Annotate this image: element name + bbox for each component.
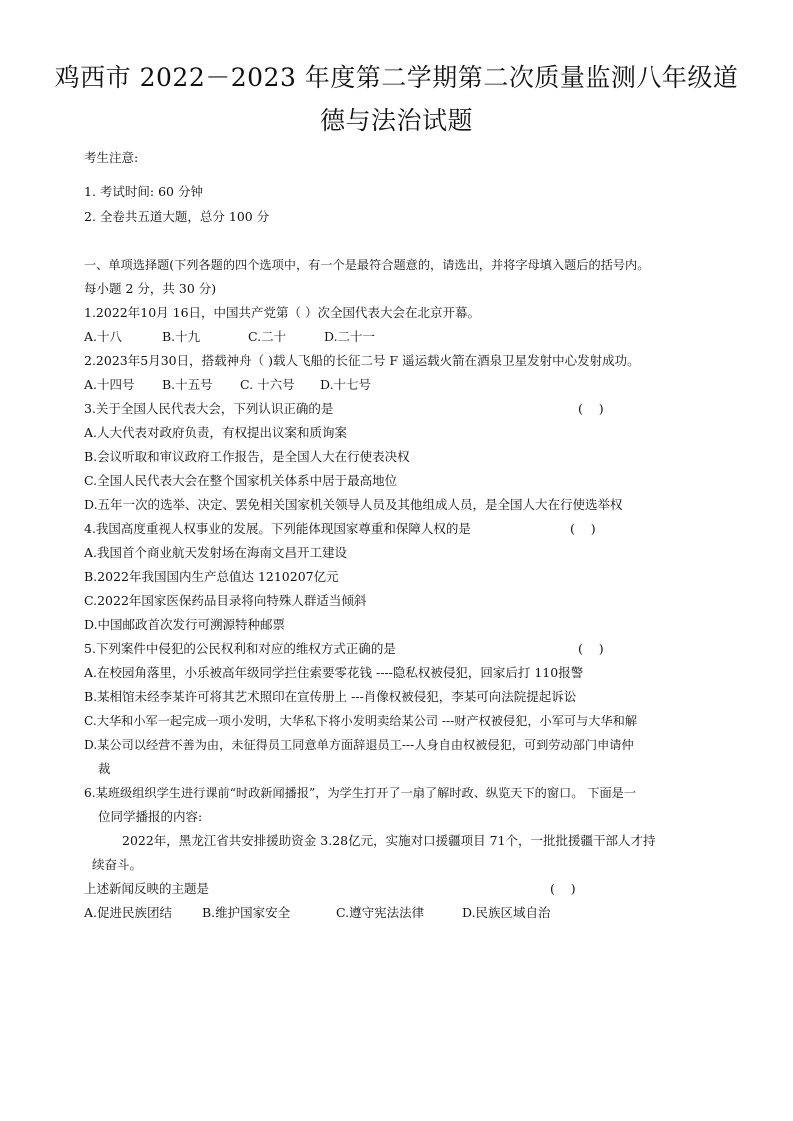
q4-option-d: D.中国邮政首次发行可溯源特种邮票 (84, 617, 286, 632)
q3-option-a: A.人大代表对政府负责，有权提出议案和质询案 (84, 425, 348, 440)
q6-question: 上述新闻反映的主题是 (84, 881, 210, 896)
q5-option-b: B.某相馆未经李某许可将其艺术照印在宣传册上 ---肖像权被侵犯，李某可向法院提起诉讼 (84, 689, 577, 704)
q1-stem: 1.2022年10月 16日，中国共产党第（ ）次全国代表大会在北京开幕。 (84, 305, 480, 320)
q1-option-b: B.十九 (162, 329, 201, 344)
q6-stem-line2: 位同学播报的内容: (98, 809, 203, 824)
q2-stem: 2.2023年5月30日，搭载神舟（ )载人飞船的长征二号 F 遥运载火箭在酒泉卫星发射中心发射成功。 (84, 353, 640, 368)
q1-option-d: D.二十一 (324, 329, 376, 344)
q5-answer-paren[interactable]: ( ) (578, 641, 604, 656)
q3-option-c: C.全国人民代表大会在整个国家机关体系中居于最高地位 (84, 473, 398, 488)
q6-option-c: C.遵守宪法法律 (336, 905, 425, 920)
q2-option-a: A.十四号 (84, 377, 135, 392)
q6-news-line2: 续奋斗。 (92, 857, 143, 872)
q6-option-d: D.民族区域自治 (462, 905, 551, 920)
q4-answer-paren[interactable]: ( ) (570, 521, 596, 536)
q6-option-a: A.促进民族团结 (84, 905, 173, 920)
q1-option-a: A.十八 (84, 329, 123, 344)
q4-stem: 4.我国高度重视人权事业的发展。下列能体现国家尊重和保障人权的是 (84, 521, 471, 536)
notice-item-2: 2. 全卷共五道大题，总分 100 分 (84, 209, 270, 224)
q5-option-c: C.大华和小军一起完成一项小发明，大华私下将小发明卖给某公司 ---财产权被侵犯，小军可与大华和解 (84, 714, 638, 728)
q6-answer-paren[interactable]: ( ) (550, 881, 576, 896)
section1-instruction-line1: 一、单项选择题(下列各题的四个选项中，有一个是最符合题意的，请选出，并将字母填入题后的括号内。 (84, 258, 650, 272)
q6-stem-line1: 6.某班级组织学生进行课前“时政新闻播报”，为学生打开了一扇了解时政、纵览天下的窗口。 下面是一 (84, 786, 637, 800)
q3-stem: 3.关于全国人民代表大会，下列认识正确的是 (84, 401, 334, 416)
q5-option-d: D.某公司以经营不善为由，未征得员工同意单方面辞退员工---人身自由权被侵犯，可到劳动部门申请仲 (84, 738, 634, 752)
section1-instruction-line2: 每小题 2 分，共 30 分) (84, 281, 217, 296)
q4-option-b: B.2022年我国国内生产总值达 1210207亿元 (84, 569, 339, 584)
q5-stem: 5.下列案件中侵犯的公民权利和对应的维权方式正确的是 (84, 641, 396, 656)
q4-option-c: C.2022年国家医保药品目录将向特殊人群适当倾斜 (84, 593, 367, 608)
q2-option-c: C. 十六号 (240, 377, 295, 392)
q3-answer-paren[interactable]: ( ) (578, 401, 604, 416)
q6-option-b: B.维护国家安全 (202, 905, 291, 920)
q5-option-d-continued: 裁 (98, 761, 111, 776)
exam-title-line2: 德与法治试题 (319, 106, 473, 135)
q4-option-a: A.我国首个商业航天发射场在海南文昌开工建设 (84, 545, 348, 560)
q6-news-line1: 2022年，黑龙江省共安排援助资金 3.28亿元，实施对口援疆项目 71个，一批批援疆干部人才持 (122, 833, 656, 848)
q2-option-d: D.十七号 (320, 377, 372, 392)
q1-option-c: C.二十 (248, 329, 287, 344)
notice-item-1: 1. 考试时间: 60 分钟 (84, 184, 203, 199)
notice-heading: 考生注意: (84, 150, 139, 165)
q3-option-b: B.会议听取和审议政府工作报告，是全国人大在行使表决权 (84, 449, 410, 464)
q5-option-a: A.在校园角落里，小乐被高年级同学拦住索要零花钱 ----隐私权被侵犯，回家后打 110报警 (84, 665, 584, 680)
q2-option-b: B.十五号 (162, 377, 213, 392)
exam-title-line1: 鸡西市 2022－2023 年度第二学期第二次质量监测八年级道 (54, 63, 739, 92)
q3-option-d: D.五年一次的选举、决定、罢免相关国家机关领导人员及其他组成人员，是全国人大在行使选举权 (84, 497, 623, 512)
